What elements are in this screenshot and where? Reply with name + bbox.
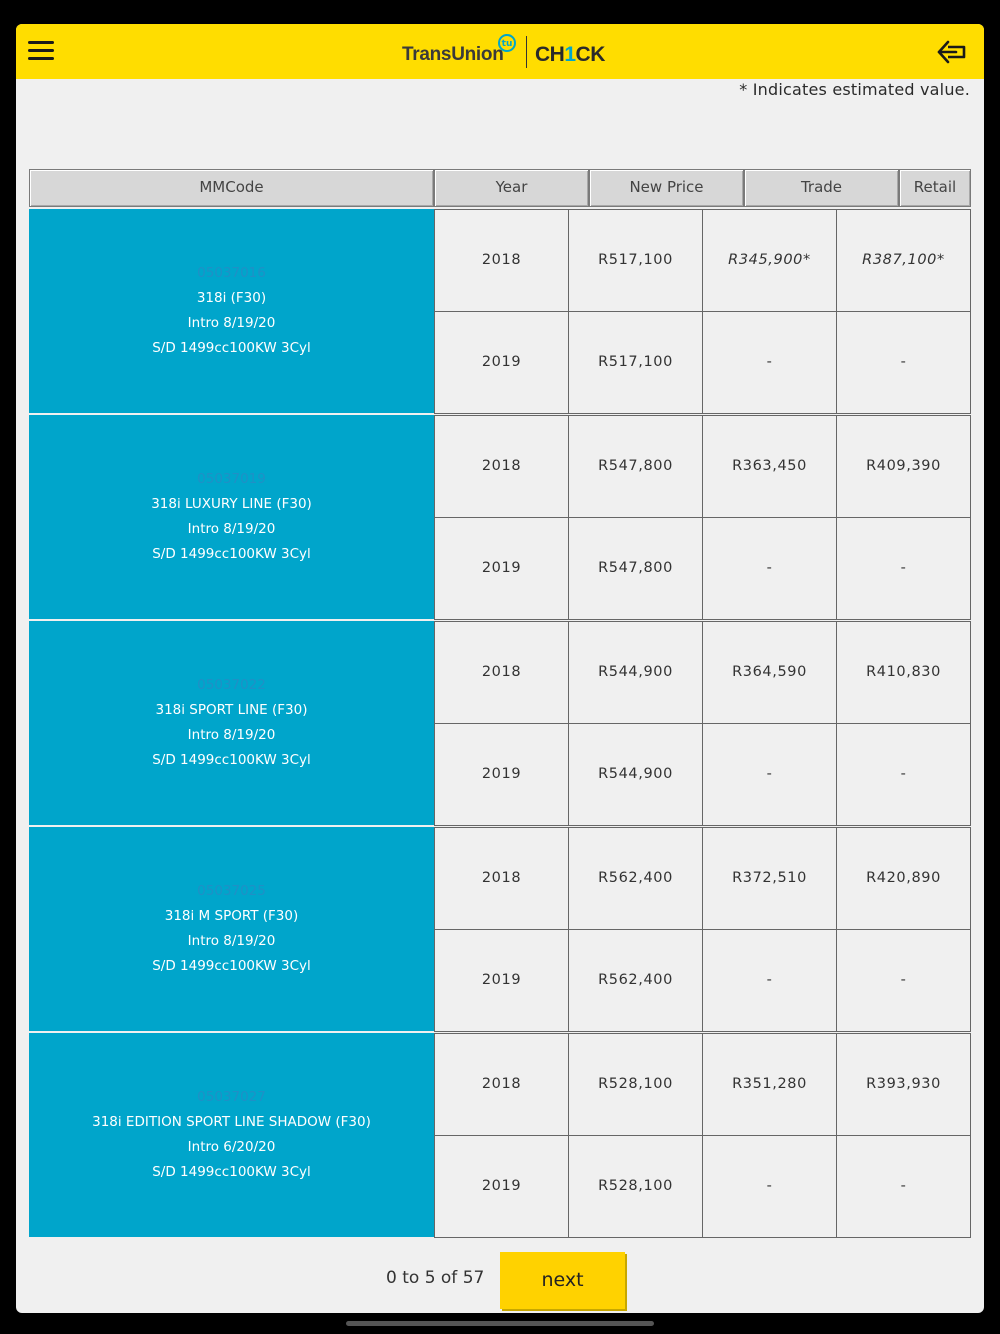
- year-cell: 2018: [434, 1033, 569, 1136]
- table-row: [434, 621, 971, 724]
- year-cell: 2019: [434, 929, 569, 1032]
- model-name: 318i SPORT LINE (F30): [155, 702, 308, 718]
- trade-cell: -: [702, 517, 837, 620]
- table-row: [434, 929, 971, 1032]
- new-price-cell: R544,900: [568, 621, 703, 724]
- retail-cell: R387,100*: [836, 209, 971, 312]
- col-header-new-price[interactable]: New Price: [589, 169, 744, 207]
- col-header-retail[interactable]: Retail: [899, 169, 971, 207]
- retail-cell: -: [836, 723, 971, 826]
- year-cell: 2018: [434, 621, 569, 724]
- table-header: [29, 169, 971, 207]
- mmcode-cell[interactable]: [29, 209, 434, 415]
- table-row: [434, 723, 971, 826]
- retail-cell: R409,390: [836, 415, 971, 518]
- mmcode: 05037027: [197, 1089, 266, 1105]
- year-cell: 2019: [434, 517, 569, 620]
- year-cell: 2018: [434, 415, 569, 518]
- mmcode: 05037022: [197, 677, 266, 693]
- hamburger-menu-icon[interactable]: [28, 41, 54, 61]
- vehicle-group: [29, 415, 971, 621]
- page-count: 0 to 5 of 57: [386, 1268, 485, 1288]
- brand-check: CH1CK: [535, 43, 605, 66]
- intro-date: Intro 8/19/20: [187, 727, 276, 743]
- engine-spec: S/D 1499cc100KW 3Cyl: [152, 546, 311, 562]
- trade-cell: -: [702, 311, 837, 414]
- home-indicator[interactable]: [346, 1321, 654, 1326]
- trade-cell: R363,450: [702, 415, 837, 518]
- table-row: [434, 415, 971, 518]
- intro-date: Intro 6/20/20: [187, 1139, 276, 1155]
- new-price-cell: R547,800: [568, 517, 703, 620]
- mmcode: 05037025: [197, 883, 266, 899]
- app-screen: [16, 24, 984, 1313]
- col-header-trade[interactable]: Trade: [744, 169, 899, 207]
- vehicle-group: [29, 621, 971, 827]
- table-row: [434, 827, 971, 930]
- table-row: [434, 209, 971, 312]
- new-price-cell: R562,400: [568, 929, 703, 1032]
- new-price-cell: R517,100: [568, 209, 703, 312]
- trade-cell: -: [702, 1135, 837, 1238]
- pagination: [16, 1252, 984, 1312]
- table-row: [434, 517, 971, 620]
- vehicle-group: [29, 1033, 971, 1239]
- retail-cell: -: [836, 929, 971, 1032]
- engine-spec: S/D 1499cc100KW 3Cyl: [152, 340, 311, 356]
- table-row: [434, 311, 971, 414]
- brand-logo: [402, 32, 622, 72]
- trade-cell: -: [702, 723, 837, 826]
- col-header-mmcode[interactable]: MMCode: [29, 169, 434, 207]
- tu-mark-icon: tu: [498, 34, 516, 52]
- new-price-cell: R528,100: [568, 1135, 703, 1238]
- mmcode-cell[interactable]: [29, 827, 434, 1033]
- new-price-cell: R562,400: [568, 827, 703, 930]
- engine-spec: S/D 1499cc100KW 3Cyl: [152, 752, 311, 768]
- estimated-value-note: * Indicates estimated value.: [739, 80, 970, 99]
- new-price-cell: R547,800: [568, 415, 703, 518]
- brand-transunion: TransUnion: [402, 44, 504, 65]
- intro-date: Intro 8/19/20: [187, 315, 276, 331]
- brand-divider: [526, 36, 527, 68]
- model-name: 318i LUXURY LINE (F30): [151, 496, 312, 512]
- mmcode-cell[interactable]: [29, 1033, 434, 1239]
- year-cell: 2019: [434, 723, 569, 826]
- retail-cell: R410,830: [836, 621, 971, 724]
- trade-cell: -: [702, 929, 837, 1032]
- logout-arrow-icon[interactable]: [936, 38, 970, 66]
- retail-cell: R420,890: [836, 827, 971, 930]
- intro-date: Intro 8/19/20: [187, 933, 276, 949]
- year-cell: 2019: [434, 311, 569, 414]
- new-price-cell: R517,100: [568, 311, 703, 414]
- mmcode-cell[interactable]: [29, 621, 434, 827]
- retail-cell: R393,930: [836, 1033, 971, 1136]
- retail-cell: -: [836, 1135, 971, 1238]
- trade-cell: R364,590: [702, 621, 837, 724]
- trade-cell: R345,900*: [702, 209, 837, 312]
- vehicle-group: [29, 827, 971, 1033]
- year-cell: 2018: [434, 827, 569, 930]
- model-name: 318i M SPORT (F30): [164, 908, 299, 924]
- engine-spec: S/D 1499cc100KW 3Cyl: [152, 958, 311, 974]
- trade-cell: R351,280: [702, 1033, 837, 1136]
- retail-cell: -: [836, 311, 971, 414]
- year-cell: 2019: [434, 1135, 569, 1238]
- table-row: [434, 1033, 971, 1136]
- model-name: 318i EDITION SPORT LINE SHADOW (F30): [92, 1114, 371, 1130]
- intro-date: Intro 8/19/20: [187, 521, 276, 537]
- trade-cell: R372,510: [702, 827, 837, 930]
- table-row: [434, 1135, 971, 1238]
- mmcode: 05037019: [197, 471, 266, 487]
- year-cell: 2018: [434, 209, 569, 312]
- model-name: 318i (F30): [196, 290, 267, 306]
- vehicle-group: [29, 209, 971, 415]
- new-price-cell: R544,900: [568, 723, 703, 826]
- next-button[interactable]: next: [500, 1252, 625, 1309]
- retail-cell: -: [836, 517, 971, 620]
- engine-spec: S/D 1499cc100KW 3Cyl: [152, 1164, 311, 1180]
- top-bar: [16, 24, 984, 79]
- mmcode-cell[interactable]: [29, 415, 434, 621]
- new-price-cell: R528,100: [568, 1033, 703, 1136]
- col-header-year[interactable]: Year: [434, 169, 589, 207]
- mmcode: 05037016: [197, 265, 266, 281]
